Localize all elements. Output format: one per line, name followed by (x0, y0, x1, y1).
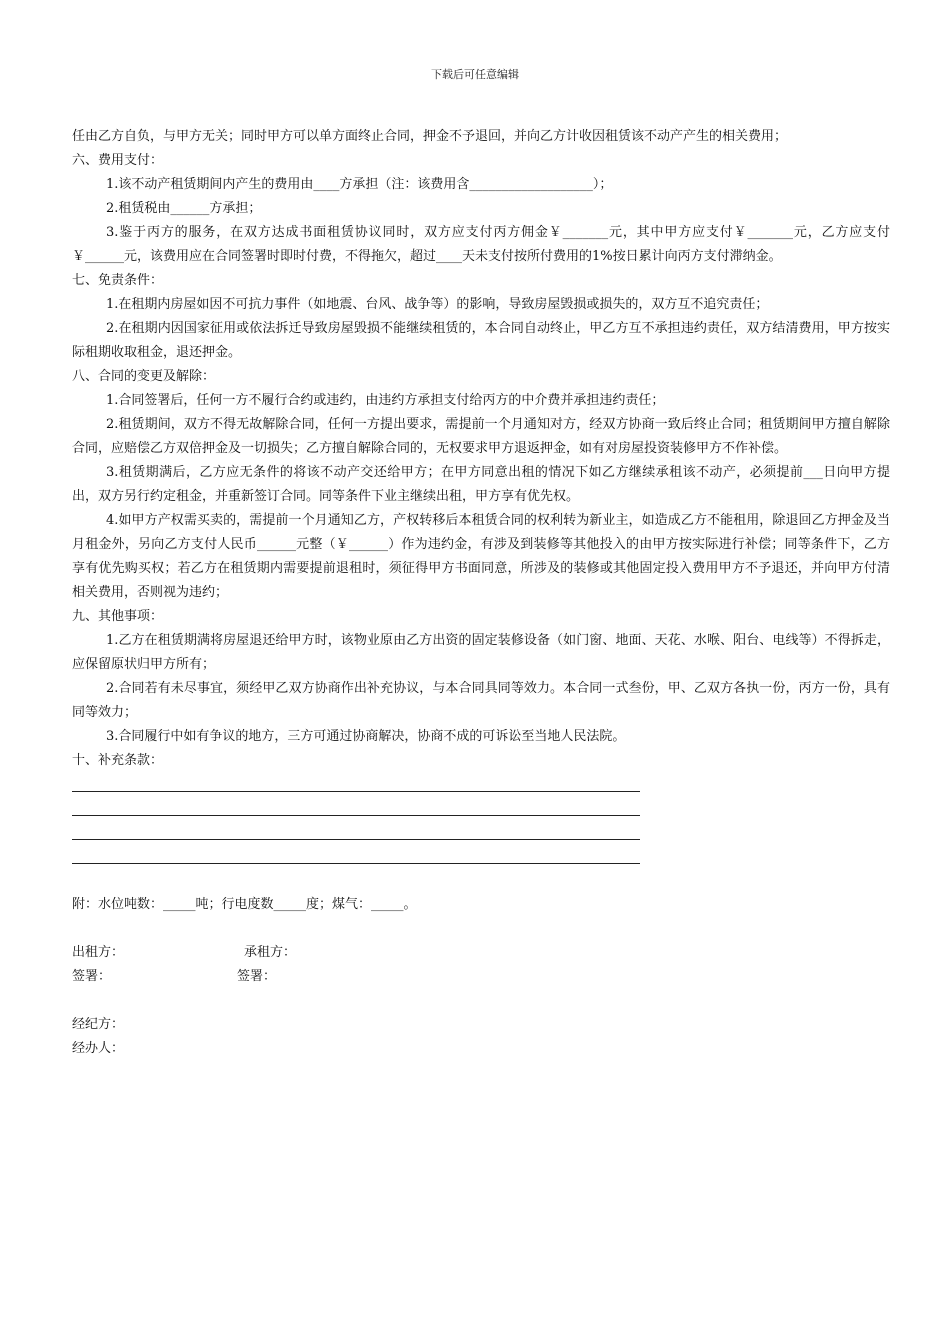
lessor-signature-label: 签署： (72, 969, 112, 984)
paragraph-9-3: 3.合同履行中如有争议的地方，三方可通过协商解决，协商不成的可诉讼至当地人民法院。 (106, 729, 626, 744)
paragraph-8-1: 1.合同签署后，任何一方不履行合约或违约，由违约方承担支付给丙方的中介费并承担违约责任； (106, 393, 665, 408)
party-row (72, 941, 890, 965)
lessor-label: 出租方： (72, 945, 125, 960)
paragraph-6-3: 3.鉴于丙方的服务，在双方达成书面租赁协议同时，双方应支付丙方佣金￥_______元，其中甲方应支付￥_______元，乙方应支付￥______元，该费用应在合同签署时即时付费，不得拖欠，超过____天未支付按所付费用的1%按日累计向丙方支付滞纳金。 (72, 225, 890, 264)
lessee-signature-label: 签署： (237, 969, 277, 984)
agency-label: 经纪方： (72, 1017, 125, 1032)
paragraph-9-1: 1.乙方在租赁期满将房屋退还给甲方时，该物业原由乙方出资的固定装修设备（如门窗、地面、天花、水喉、阳台、电线等）不得拆走，应保留原状归甲方所有； (72, 633, 890, 672)
supplement-blank-line[interactable] (72, 821, 890, 845)
supplement-blank-line[interactable] (72, 845, 890, 869)
paragraph-6-1: 1.该不动产租赁期间内产生的费用由____方承担（注：该费用含___________________）； (106, 177, 613, 192)
paragraph-8-4: 4.如甲方产权需买卖的，需提前一个月通知乙方，产权转移后本租赁合同的权利转为新业主，如造成乙方不能租用，除退回乙方押金及当月租金外，另向乙方支付人民币______元整（￥______）作为违约金，有涉及到装修等其他投入的由甲方按实际进行补偿；同等条件下，乙方享有优先购买权；若乙方在租赁期内需要提前退租时，须征得甲方书面同意，所涉及的装修或其他固定投入费用甲方不予退还，并向甲方付清相关费用，否则视为违约； (72, 513, 890, 600)
section-heading-7: 七、免责条件： (72, 273, 164, 288)
contract-body (72, 125, 890, 1061)
paragraph-7-1: 1.在租期内房屋如因不可抗力事件（如地震、台风、战争等）的影响，导致房屋毁损或损失的，双方互不追究责任； (106, 297, 769, 312)
paragraph-0: 任由乙方自负，与甲方无关；同时甲方可以单方面终止合同，押金不予退回，并向乙方计收因租赁该不动产产生的相关费用； (72, 129, 788, 144)
page-header: 下载后可任意编辑 (431, 68, 519, 81)
agent-label: 经办人： (72, 1041, 125, 1056)
supplement-blank-line[interactable] (72, 773, 890, 797)
paragraph-8-2: 2.租赁期间，双方不得无故解除合同，任何一方提出要求，需提前一个月通知对方，经双方协商一致后终止合同；租赁期间甲方擅自解除合同，应赔偿乙方双倍押金及一切损失；乙方擅自解除合同的，无权要求甲方退返押金，如有对房屋投资装修甲方不作补偿。 (72, 417, 890, 456)
section-heading-9: 九、其他事项： (72, 609, 164, 624)
section-heading-8: 八、合同的变更及解除： (72, 369, 216, 384)
section-heading-10: 十、补充条款： (72, 753, 164, 768)
paragraph-6-2: 2.租赁税由______方承担； (106, 201, 262, 216)
supplement-blank-line[interactable] (72, 797, 890, 821)
section-heading-6: 六、费用支付： (72, 153, 164, 168)
paragraph-7-2: 2.在租期内因国家征用或依法拆迁导致房屋毁损不能继续租赁的，本合同自动终止，甲乙方互不承担违约责任，双方结清费用，甲方按实际租期收取租金，退还押金。 (72, 321, 890, 360)
lessee-label: 承租方： (244, 945, 297, 960)
paragraph-9-2: 2.合同若有未尽事宜，须经甲乙双方协商作出补充协议，与本合同具同等效力。本合同一式叁份，甲、乙双方各执一份，丙方一份，具有同等效力； (72, 681, 890, 720)
paragraph-8-3: 3.租赁期满后，乙方应无条件的将该不动产交还给甲方；在甲方同意出租的情况下如乙方继续承租该不动产，必须提前___日向甲方提出，双方另行约定租金，并重新签订合同。同等条件下业主继续出租，甲方享有优先权。 (72, 465, 890, 504)
signature-row (72, 965, 890, 989)
appendix-meter-readings: 附：水位吨数：_____吨；行电度数_____度；煤气：_____。 (72, 897, 417, 912)
